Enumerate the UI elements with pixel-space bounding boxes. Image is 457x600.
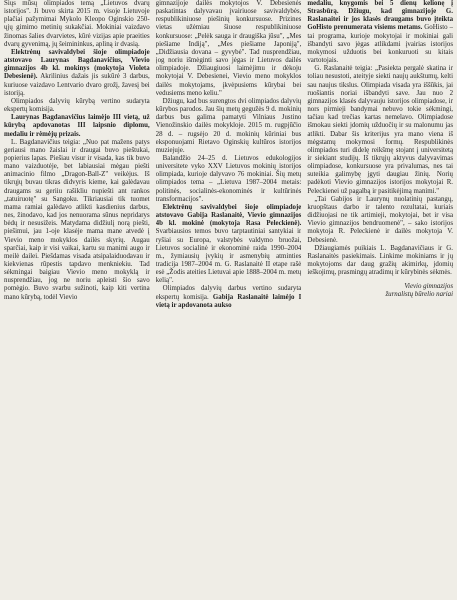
paragraph: [4, 139, 150, 302]
paragraph: [156, 155, 302, 204]
paragraph-bold-text: Gabija Raslanaitė laimėjo I vietą ir apdovanota aukso: [155, 293, 302, 309]
paragraph: [4, 0, 150, 49]
paragraph: [307, 245, 453, 278]
paragraph-text: G. Raslanaitė teigia: „Pasiekta pergalė skatina ir toliau nesustoti, ateityje siekti naujų aukštumų, kelti sau naujus tikslus. Olimpiada visada yra iššūkis, jai ruošiantis noriai išbandyti save. Jau nuo 2 gimnazijos klasės dalyvauju istorijos olimpiadose, ir nors pirmieji bandymai nebuvo tokie sėkmingi, tačiau kad trečias kartas nemelavo. Olimpiadose išmokau siekti jdomių užduočių ir su malonumu jas atlikti. Dabar šis kriterijus yra mano viena iš mėgstamų mokymosi formų. Respublikinės olimpiados turi didelę reikšmę stojant į universitetą ir siekiant studijų. Iš tikrųjų aktyvus dalyvavimas olimpiadose, konkursuose yra privalumas, nes tai suteikia galimybę jgyti daugiau žinių. Norių padėkoti Vievio gimnazijos istorijos mokytojai R. Peleckienei už pagalbą ir pasitikėjimą manimi.": [307, 65, 454, 195]
signature: [307, 283, 453, 299]
paragraph-text: Olimpiados dalyvių darbus vertino sudaryta ekspertų komisija.: [155, 285, 302, 301]
article-column-2: [156, 0, 302, 600]
paragraph: [307, 0, 453, 65]
paragraph: [307, 196, 453, 245]
paragraph: [4, 49, 150, 98]
paragraph-text: Olimpiados dalyvių kūrybą vertino sudaryta ekspertų komisija.: [4, 97, 150, 114]
paragraph-text: gimnazijoje dailės mokytojos V. Debesienės paskatintas dalyvavau įvairiuose savivaldybės, respublikiniuose piešinių konkursuose. Prizines vietas užėmiau šiuose respublikiniuose konkursuose: „Pelėk sauga ir draugiška jūsu", „Mes piešiame Indiją", „Mes piešiame Japoniją", „Didžiausia dovana – gyvybė". Tad nusprendžiau, jog noriu išmėginti savo jėgas ir Lietuvos dailės olimpiadoje. Džiaugiuosi laimėjimu ir dėkoju mokytojai V. Debesienei, Vievio meno mokyklos dailės mokytojams, įkvėpusiems kūrybai bei vedusiems meno keliu.": [155, 0, 302, 97]
paragraph-bold-text: Laurynas Bagdanavičius laimėjo III vietą, už kūrybą apdovanotas III laipsnio diplomu, medaliu ir rėmėjų prizais.: [4, 114, 150, 138]
article-column-1: [4, 0, 150, 600]
paragraph-text: Svarbiausios temos buvo tarptautiniai santykiai ir ryšiai su Europa, valstybės valdymo bruožai, Lietuvos socialinė ir ekonominė raida 1990–2004 m., žymiausių įvykių ir asmenybių atminties tradicija 1987–2004 m. G. Raslanaitė II etape rašė esė „Žodis ateities Lietuvai apie 1888–2004 m. metų kelią".: [155, 228, 302, 285]
paragraph-text: L. Bagdanavičius teigia: „Nuo pat mažens patys geriausi mano žaislai ir draugai buvo pieštukai, popierius lapas. Piešiau visur ir visada, kas tik buvo mano vaizduotėje, bet labiausiai mėgau piešti animacinio filmo „Dragon-Ball-Z" veikėjus. Iš tikrųjų buvau tikras didvyris kieme, kai galėdavau draugams su geriiu rašikliu nupiešti ant rankos „tatuiruotę" su Sangoku. Tikriausiai tik tuomet mama ramiai galėdavo atlikti kasdienius darbus, nes, žinodavo, kad jos nenuorama sūnus nepridarys bėdų ir nesusižeis. Matydama didžiulį norą piešti, piešimui, jau 1-oje klasėje mama mane atvedė į Vievio meno mokyklos dailės skyrių. Augau sparčiai, kaip ir visi vaikai, kartu su manimi augo ir meilė dailei. Piešdamas visada atsipalaiduodavau ir kiekvienas rūpestis tapdavo menkniekiu. Tad sėkmingai baigiau Vievio meno mokyklą ir nusprendžiau, jog ne noriu apleisti šio savo pomėgio. Buvo svarbu sužinoti, kaip kiti vertina mano kūrybą, todėl Vievio: [4, 138, 150, 301]
paragraph: [4, 114, 150, 138]
paragraph: [156, 204, 302, 286]
paragraph: [156, 0, 302, 98]
paragraph-bold-text: medaliu, knygomis bei 5 dienų kelionę į Strasbūrą. Džiugu, kad gimnazijoje G. Raslanaitei ir jos klasės draugams buvo įteikta GoHisto prenumerata visiems metams.: [307, 0, 454, 32]
paragraph: [4, 98, 150, 114]
signature-line-2: žurnalistų būrelio nariai: [385, 291, 454, 299]
article-column-3-body: [307, 0, 453, 277]
signature-line-1: Vievio gimnazijos: [404, 283, 454, 291]
paragraph-text: Džiugu, kad bus surengtos dvi olimpiados dalyvių kūrybos parodos. Jau šių metų gegužės 9 d. mokinių darbus bus galima pamatyti Vilniaus Justino Vienožinskio dailės mokykloje. 2015 m. rugpjūčio 28 d. – rugsėjo 20 d. mokinių kūriniai bus eksponuojami Rietavo Oginskių kultūros istorijos muziejuje.: [155, 97, 302, 154]
paragraph-text: Džiaugiamės puikiais L. Bagdanavičiaus ir G. Raslanaitės pasiekimais. Linkime mokiniams ir jų mokytojoms dar daug gražių akimirkų, jdomių ieškojimų, prasmingų atradimų ir kūrybinės sėkmės.: [307, 244, 454, 277]
paragraph-text: GoHisto – tai programa, kurioje mokytojai ir mokiniai gali išbandyti savo jėgas atlikdami įvairias istorijos mokymosi užduotis bei konkuruoti su kitais vartotojais.: [307, 24, 454, 65]
paragraph-bold-text: Elektrėnų savivaldybei šioje olimpiadoje atstovavo Laurynas Bagdanavičius, Vievio gimnazijos 4b kl. mokinys (mokytoja Violeta Debesienė).: [4, 48, 150, 81]
paragraph: [307, 65, 453, 196]
article-column-3: [307, 0, 453, 600]
paragraph-bold-text: Elektrėnų savivaldybei šioje olimpiadoje atstovavo Gabija Raslanaitė, Vievio gimnazijos 4b kl. mokinė (mokytoja Rasa Peleckienė).: [155, 203, 302, 228]
paragraph: [156, 285, 302, 309]
paragraph: [156, 98, 302, 155]
paragraph-text: Akrilinius dažais jis sukūrė 3 darbus, kuriuose vaizdavo Lentvario dvaro grožį, žavesį bei istoriją.: [4, 73, 150, 97]
paragraph-text: „Tai Gabijos ir Laurynų nuolatinių pastangų, kruopštaus darbo ir talento rezultatai, kuriais didžiuojasi ne tik artimieji, mokytojai, bet ir visa Vievio gimnazijos bendruomenė", – sako istorijos mokytoja R. Peleckienė ir dailės mokytoja V. Debesienė.: [307, 195, 454, 244]
paragraph-text: Siųs mūsų olimpiados temą „Lietuvos dvarų istorijos". Ji buvo skirta 2015 m. visoje Lietuvoje plačiai pažymimai Mykolo Kleopo Oginskio 250-ųjų gimimo metinių sukakčiai. Mokiniai vaizdavo žinomas šalies dvarvietes, kūrė vizijas apie praeities dvarų gyvenimą, jų šeimininkus, apliną ir dvasią.: [4, 0, 150, 48]
paragraph-text: Balandžio 24–25 d. Lietuvos edukologijos universitete vyko XXV Lietuvos mokinių istorijos olimpiada, kurioje dalyvavo 76 mokiniai. Šių metų olimpiados tema – „Lietuva 1987–2004 metais: politinės, socialinės-ekonominės ir kultūrinės transformacijos".: [155, 154, 302, 203]
